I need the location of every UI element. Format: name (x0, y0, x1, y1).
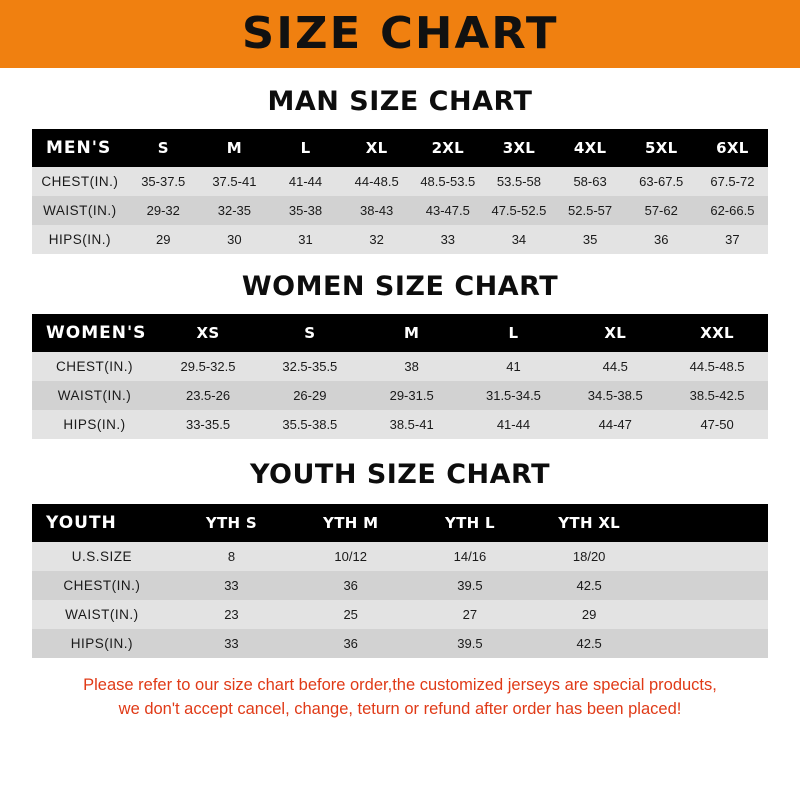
table-cell: 47-50 (666, 410, 768, 439)
table-cell: 44.5 (564, 352, 666, 381)
table-row (32, 352, 768, 381)
column-header: 5XL (626, 129, 697, 167)
column-header: XL (341, 129, 412, 167)
table-cell: 29.5-32.5 (157, 352, 259, 381)
table-cell: 33 (172, 629, 291, 658)
table-cell: 35 (555, 225, 626, 254)
row-label: WAIST(IN.) (32, 196, 128, 225)
table-cell: 44-48.5 (341, 167, 412, 196)
table-cell: 63-67.5 (626, 167, 697, 196)
table-cell: 31.5-34.5 (463, 381, 565, 410)
column-header: M (361, 314, 463, 352)
table-header-row (32, 504, 768, 542)
table-cell: 29 (128, 225, 199, 254)
table-cell: 36 (291, 629, 410, 658)
table-cell: 18/20 (530, 542, 649, 571)
column-header: WOMEN'S (32, 314, 157, 352)
column-header: XL (564, 314, 666, 352)
column-header: MEN'S (32, 129, 128, 167)
column-header: L (270, 129, 341, 167)
table-cell: 29-32 (128, 196, 199, 225)
table-cell: 43-47.5 (412, 196, 483, 225)
row-label: WAIST(IN.) (32, 600, 172, 629)
column-header: XXL (666, 314, 768, 352)
table-cell: 26-29 (259, 381, 361, 410)
table-cell: 25 (291, 600, 410, 629)
man-size-table (32, 129, 768, 254)
column-header-empty (649, 504, 768, 542)
column-header: XS (157, 314, 259, 352)
table-cell: 58-63 (555, 167, 626, 196)
table-cell: 47.5-52.5 (483, 196, 554, 225)
row-label: WAIST(IN.) (32, 381, 157, 410)
table-row (32, 410, 768, 439)
table-cell: 38.5-42.5 (666, 381, 768, 410)
page-title: SIZE CHART (241, 8, 559, 59)
table-cell: 10/12 (291, 542, 410, 571)
row-label: CHEST(IN.) (32, 352, 157, 381)
youth-table-wrap (0, 504, 800, 658)
table-cell: 39.5 (410, 629, 529, 658)
table-cell: 35-38 (270, 196, 341, 225)
table-cell: 34 (483, 225, 554, 254)
table-cell: 32.5-35.5 (259, 352, 361, 381)
table-row (32, 225, 768, 254)
table-cell-empty (649, 600, 768, 629)
table-cell: 53.5-58 (483, 167, 554, 196)
table-cell: 35.5-38.5 (259, 410, 361, 439)
table-row (32, 196, 768, 225)
table-row (32, 600, 768, 629)
table-cell: 34.5-38.5 (564, 381, 666, 410)
column-header: 4XL (555, 129, 626, 167)
table-cell: 27 (410, 600, 529, 629)
table-cell: 48.5-53.5 (412, 167, 483, 196)
section-title-youth: YOUTH SIZE CHART (249, 459, 551, 490)
table-row (32, 542, 768, 571)
table-cell: 41-44 (463, 410, 565, 439)
column-header: 6XL (697, 129, 768, 167)
women-size-table (32, 314, 768, 439)
table-cell: 52.5-57 (555, 196, 626, 225)
table-cell: 35-37.5 (128, 167, 199, 196)
column-header: S (259, 314, 361, 352)
table-cell: 41 (463, 352, 565, 381)
table-cell: 42.5 (530, 571, 649, 600)
table-cell: 38-43 (341, 196, 412, 225)
column-header: YTH S (172, 504, 291, 542)
table-row (32, 381, 768, 410)
table-row (32, 571, 768, 600)
column-header: 3XL (483, 129, 554, 167)
section-title-man: MAN SIZE CHART (267, 86, 533, 117)
column-header: YTH M (291, 504, 410, 542)
table-cell: 37.5-41 (199, 167, 270, 196)
women-table-wrap (0, 314, 800, 439)
column-header: YOUTH (32, 504, 172, 542)
table-cell: 42.5 (530, 629, 649, 658)
row-label: HIPS(IN.) (32, 629, 172, 658)
table-cell: 23.5-26 (157, 381, 259, 410)
row-label: HIPS(IN.) (32, 410, 157, 439)
table-cell: 31 (270, 225, 341, 254)
table-cell: 37 (697, 225, 768, 254)
table-cell: 8 (172, 542, 291, 571)
table-row (32, 629, 768, 658)
column-header: L (463, 314, 565, 352)
table-cell-empty (649, 542, 768, 571)
table-cell: 36 (626, 225, 697, 254)
table-cell: 33 (172, 571, 291, 600)
table-cell: 30 (199, 225, 270, 254)
table-cell: 14/16 (410, 542, 529, 571)
table-cell: 33-35.5 (157, 410, 259, 439)
table-cell: 67.5-72 (697, 167, 768, 196)
table-cell: 57-62 (626, 196, 697, 225)
table-row (32, 167, 768, 196)
table-cell: 23 (172, 600, 291, 629)
table-cell: 38 (361, 352, 463, 381)
column-header: 2XL (412, 129, 483, 167)
header-banner (0, 0, 800, 68)
table-header-row (32, 129, 768, 167)
table-header-row (32, 314, 768, 352)
row-label: U.S.SIZE (32, 542, 172, 571)
man-table-wrap (0, 129, 800, 254)
table-cell: 41-44 (270, 167, 341, 196)
row-label: HIPS(IN.) (32, 225, 128, 254)
column-header: S (128, 129, 199, 167)
table-cell: 39.5 (410, 571, 529, 600)
column-header: YTH XL (530, 504, 649, 542)
table-cell: 62-66.5 (697, 196, 768, 225)
table-cell: 29-31.5 (361, 381, 463, 410)
table-cell: 29 (530, 600, 649, 629)
footer-line-2: we don't accept cancel, change, teturn or refund after order has been placed! (118, 699, 682, 718)
footer-disclaimer (0, 674, 800, 722)
table-cell: 32 (341, 225, 412, 254)
table-cell: 36 (291, 571, 410, 600)
table-cell: 33 (412, 225, 483, 254)
table-cell: 38.5-41 (361, 410, 463, 439)
table-cell: 32-35 (199, 196, 270, 225)
column-header: YTH L (410, 504, 529, 542)
row-label: CHEST(IN.) (32, 571, 172, 600)
table-cell-empty (649, 629, 768, 658)
table-cell-empty (649, 571, 768, 600)
table-cell: 44-47 (564, 410, 666, 439)
youth-size-table (32, 504, 768, 658)
table-cell: 44.5-48.5 (666, 352, 768, 381)
section-title-women: WOMEN SIZE CHART (241, 271, 559, 302)
footer-line-1: Please refer to our size chart before order,the customized jerseys are special products, (83, 676, 717, 694)
row-label: CHEST(IN.) (32, 167, 128, 196)
column-header: M (199, 129, 270, 167)
